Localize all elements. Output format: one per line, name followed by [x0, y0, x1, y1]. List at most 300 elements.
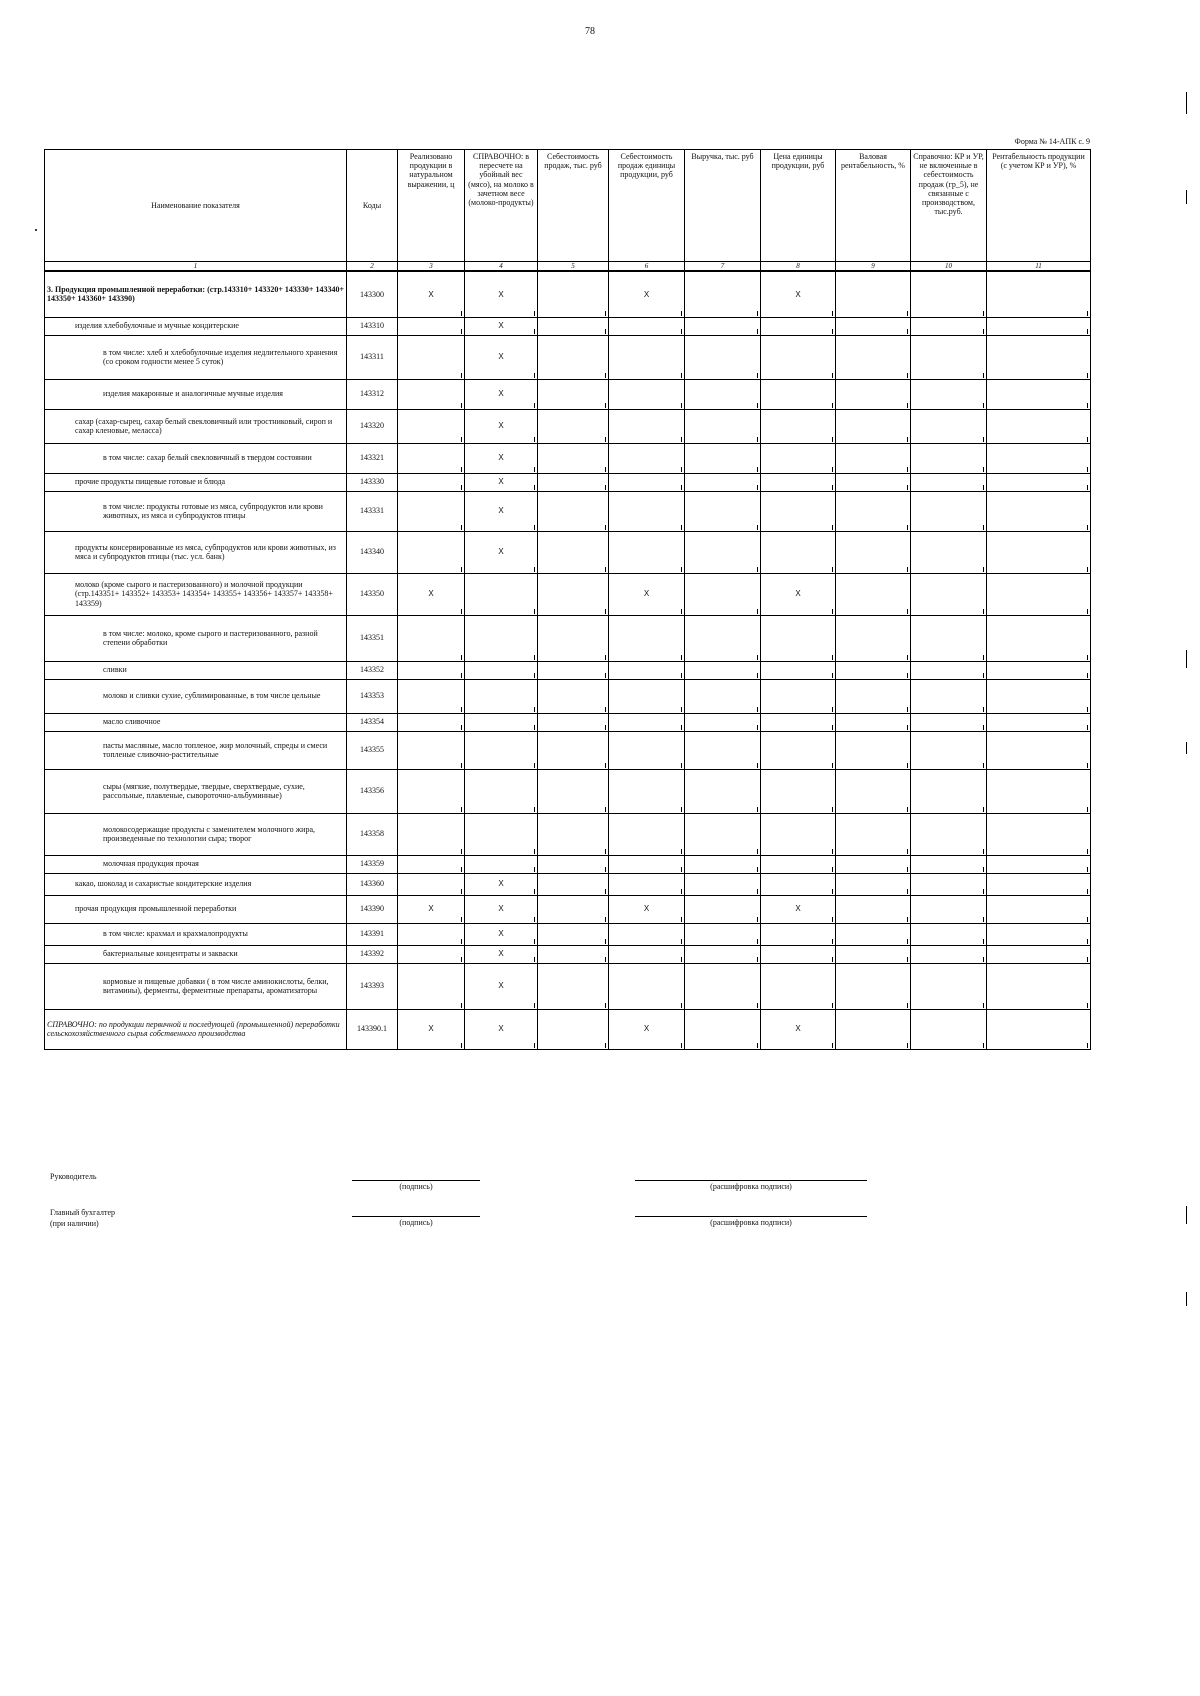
value-cell[interactable]: X: [465, 963, 538, 1009]
value-cell[interactable]: [836, 731, 911, 769]
value-cell[interactable]: [609, 409, 685, 443]
row-name: в том числе: молоко, кроме сырого и пастеризованного, разной степени обработки: [45, 615, 347, 661]
value-cell[interactable]: [761, 923, 836, 945]
row-code: 143331: [347, 491, 398, 531]
row-name: в том числе: сахар белый свекловичный в твердом состоянии: [45, 443, 347, 473]
value-cell[interactable]: [685, 409, 761, 443]
value-cell[interactable]: [761, 531, 836, 573]
value-cell[interactable]: [987, 945, 1091, 963]
value-cell[interactable]: [987, 1009, 1091, 1049]
row-name: в том числе: продукты готовые из мяса, субпродуктов или крови животных, из мяса и субпродуктов птицы: [45, 491, 347, 531]
value-cell[interactable]: [836, 945, 911, 963]
value-cell[interactable]: [761, 443, 836, 473]
value-cell[interactable]: [911, 855, 987, 873]
value-cell[interactable]: [609, 873, 685, 895]
header-name: Наименование показателя: [45, 150, 347, 262]
head-decode-line: [635, 1180, 867, 1181]
value-cell[interactable]: X: [465, 317, 538, 335]
value-cell[interactable]: [685, 873, 761, 895]
value-cell[interactable]: [685, 679, 761, 713]
value-cell[interactable]: [911, 661, 987, 679]
value-cell[interactable]: [987, 317, 1091, 335]
value-cell[interactable]: [987, 731, 1091, 769]
value-cell[interactable]: [538, 661, 609, 679]
value-cell[interactable]: [398, 379, 465, 409]
value-cell[interactable]: X: [465, 443, 538, 473]
table-row: [45, 661, 1091, 679]
value-cell[interactable]: [836, 573, 911, 615]
value-cell[interactable]: [685, 317, 761, 335]
value-cell[interactable]: [609, 923, 685, 945]
scan-margin-mark: [1186, 92, 1187, 114]
value-cell[interactable]: X: [465, 873, 538, 895]
value-cell[interactable]: [609, 379, 685, 409]
row-name: молоко и сливки сухие, сублимированные, в том числе цельные: [45, 679, 347, 713]
value-cell[interactable]: [398, 713, 465, 731]
row-code: 143360: [347, 873, 398, 895]
value-cell[interactable]: [538, 873, 609, 895]
value-cell[interactable]: [836, 963, 911, 1009]
value-cell[interactable]: [761, 769, 836, 813]
value-cell[interactable]: [685, 335, 761, 379]
value-cell[interactable]: X: [609, 895, 685, 923]
row-code: 143358: [347, 813, 398, 855]
column-number: 10: [911, 262, 987, 272]
table-row: [45, 873, 1091, 895]
value-cell[interactable]: X: [465, 473, 538, 491]
value-cell[interactable]: X: [465, 895, 538, 923]
row-name: пасты масляные, масло топленое, жир молочный, спреды и смеси топленые сливочно-растительные: [45, 731, 347, 769]
header-unit-price: Цена единицы продукции, руб: [761, 150, 836, 262]
value-cell[interactable]: [836, 873, 911, 895]
value-cell[interactable]: [685, 731, 761, 769]
row-name: бактериальные концентраты и закваски: [45, 945, 347, 963]
value-cell[interactable]: [609, 335, 685, 379]
value-cell[interactable]: [538, 271, 609, 317]
row-name: продукты консервированные из мяса, субпродуктов или крови животных, из мяса и субпродуктов птицы (тыс. усл. банк): [45, 531, 347, 573]
value-cell[interactable]: [836, 661, 911, 679]
value-cell[interactable]: [685, 713, 761, 731]
value-cell[interactable]: [761, 873, 836, 895]
value-cell[interactable]: [836, 855, 911, 873]
value-cell[interactable]: [987, 873, 1091, 895]
value-cell[interactable]: [609, 473, 685, 491]
column-number: 8: [761, 262, 836, 272]
value-cell[interactable]: [609, 317, 685, 335]
value-cell[interactable]: [609, 813, 685, 855]
table-row: [45, 473, 1091, 491]
accountant-decode-line: [635, 1216, 867, 1217]
value-cell[interactable]: X: [465, 531, 538, 573]
value-cell[interactable]: [398, 317, 465, 335]
column-number: 3: [398, 262, 465, 272]
value-cell[interactable]: [911, 271, 987, 317]
value-cell[interactable]: [911, 473, 987, 491]
value-cell[interactable]: [538, 443, 609, 473]
value-cell[interactable]: [836, 409, 911, 443]
value-cell[interactable]: [398, 661, 465, 679]
header-sold-natural: Реализовано продукции в натуральном выражении, ц: [398, 150, 465, 262]
value-cell[interactable]: [987, 679, 1091, 713]
table-row: [45, 855, 1091, 873]
table-row: [45, 731, 1091, 769]
value-cell[interactable]: [685, 945, 761, 963]
value-cell[interactable]: [911, 731, 987, 769]
value-cell[interactable]: [609, 769, 685, 813]
value-cell[interactable]: [911, 491, 987, 531]
value-cell[interactable]: [911, 923, 987, 945]
row-code: 143391: [347, 923, 398, 945]
value-cell[interactable]: [761, 713, 836, 731]
value-cell[interactable]: [911, 317, 987, 335]
row-code: 143392: [347, 945, 398, 963]
row-code: 143390: [347, 895, 398, 923]
value-cell[interactable]: [987, 491, 1091, 531]
value-cell[interactable]: [761, 491, 836, 531]
value-cell[interactable]: [911, 409, 987, 443]
value-cell[interactable]: [609, 661, 685, 679]
value-cell[interactable]: [987, 895, 1091, 923]
value-cell[interactable]: X: [761, 1009, 836, 1049]
row-name: сливки: [45, 661, 347, 679]
value-cell[interactable]: [465, 769, 538, 813]
row-code: 143356: [347, 769, 398, 813]
value-cell[interactable]: [538, 473, 609, 491]
scan-stray-dot: [35, 229, 37, 231]
value-cell[interactable]: [911, 1009, 987, 1049]
value-cell[interactable]: [685, 531, 761, 573]
row-code: 143300: [347, 271, 398, 317]
value-cell[interactable]: [836, 769, 911, 813]
value-cell[interactable]: [538, 335, 609, 379]
value-cell[interactable]: [685, 573, 761, 615]
value-cell[interactable]: [836, 895, 911, 923]
row-name: какао, шоколад и сахаристые кондитерские изделия: [45, 873, 347, 895]
value-cell[interactable]: [398, 963, 465, 1009]
value-cell[interactable]: [911, 895, 987, 923]
value-cell[interactable]: [538, 409, 609, 443]
table-row: [45, 895, 1091, 923]
value-cell[interactable]: [987, 661, 1091, 679]
value-cell[interactable]: [398, 855, 465, 873]
value-cell[interactable]: [836, 813, 911, 855]
value-cell[interactable]: [911, 769, 987, 813]
value-cell[interactable]: X: [609, 573, 685, 615]
header-profitability-with-kr-ur: Рентабельность продукции (с учетом КР и УР), %: [987, 150, 1091, 262]
value-cell[interactable]: X: [398, 1009, 465, 1049]
form-label: Форма № 14-АПК с. 9: [1014, 137, 1090, 146]
value-cell[interactable]: [911, 443, 987, 473]
header-reference-weight: СПРАВОЧНО: в пересчете на убойный вес (мясо), на молоко в зачетном весе (молоко-продукты): [465, 150, 538, 262]
value-cell[interactable]: [987, 573, 1091, 615]
value-cell[interactable]: [398, 923, 465, 945]
value-cell[interactable]: [538, 855, 609, 873]
accountant-signature-line: [352, 1216, 480, 1217]
value-cell[interactable]: X: [465, 379, 538, 409]
value-cell[interactable]: [911, 945, 987, 963]
value-cell[interactable]: [398, 615, 465, 661]
value-cell[interactable]: [398, 679, 465, 713]
value-cell[interactable]: [465, 713, 538, 731]
column-number: 9: [836, 262, 911, 272]
value-cell[interactable]: [836, 531, 911, 573]
value-cell[interactable]: [987, 963, 1091, 1009]
accountant-signature-caption: (подпись): [399, 1218, 433, 1227]
row-name: СПРАВОЧНО: по продукции первичной и последующей (промышленной) переработки сельскохозяйственного сырья собственного производства: [45, 1009, 347, 1049]
value-cell[interactable]: [987, 531, 1091, 573]
value-cell[interactable]: [911, 813, 987, 855]
value-cell[interactable]: [465, 679, 538, 713]
value-cell[interactable]: [761, 679, 836, 713]
value-cell[interactable]: [836, 473, 911, 491]
value-cell[interactable]: [761, 615, 836, 661]
row-code: 143351: [347, 615, 398, 661]
value-cell[interactable]: [609, 731, 685, 769]
value-cell[interactable]: [911, 713, 987, 731]
row-name: молокосодержащие продукты с заменителем молочного жира, произведенные по технологии сыра; творог: [45, 813, 347, 855]
value-cell[interactable]: [987, 335, 1091, 379]
value-cell[interactable]: [465, 731, 538, 769]
value-cell[interactable]: [538, 769, 609, 813]
header-cost-of-sales: Себестоимость продаж, тыс. руб: [538, 150, 609, 262]
page-number: 78: [585, 26, 595, 37]
header-revenue: Выручка, тыс. руб: [685, 150, 761, 262]
value-cell[interactable]: [911, 679, 987, 713]
value-cell[interactable]: [398, 409, 465, 443]
value-cell[interactable]: [398, 335, 465, 379]
value-cell[interactable]: [987, 713, 1091, 731]
value-cell[interactable]: [911, 379, 987, 409]
value-cell[interactable]: [911, 531, 987, 573]
row-code: 143310: [347, 317, 398, 335]
header-code: Коды: [347, 150, 398, 262]
value-cell[interactable]: [987, 615, 1091, 661]
head-signature-caption: (подпись): [399, 1182, 433, 1191]
value-cell[interactable]: [685, 963, 761, 1009]
row-name: прочие продукты пищевые готовые и блюда: [45, 473, 347, 491]
value-cell[interactable]: [911, 615, 987, 661]
column-number: 11: [987, 262, 1091, 272]
value-cell[interactable]: [538, 923, 609, 945]
value-cell[interactable]: [911, 573, 987, 615]
value-cell[interactable]: [761, 379, 836, 409]
row-name: в том числе: крахмал и крахмалопродукты: [45, 923, 347, 945]
value-cell[interactable]: [987, 855, 1091, 873]
value-cell[interactable]: X: [465, 1009, 538, 1049]
value-cell[interactable]: [538, 379, 609, 409]
value-cell[interactable]: [398, 491, 465, 531]
table-row: [45, 409, 1091, 443]
value-cell[interactable]: [685, 271, 761, 317]
value-cell[interactable]: X: [465, 945, 538, 963]
value-cell[interactable]: X: [609, 271, 685, 317]
table-row: [45, 531, 1091, 573]
row-name: прочая продукция промышленной переработки: [45, 895, 347, 923]
value-cell[interactable]: [685, 813, 761, 855]
value-cell[interactable]: X: [761, 573, 836, 615]
row-name: сыры (мягкие, полутвердые, твердые, сверхтвердые, сухие, рассольные, плавленые, сывороточно-альбуминные): [45, 769, 347, 813]
row-name: в том числе: хлеб и хлебобулочные изделия недлительного хранения (со сроком годности менее 5 суток): [45, 335, 347, 379]
value-cell[interactable]: [538, 573, 609, 615]
value-cell[interactable]: [609, 945, 685, 963]
value-cell[interactable]: [609, 491, 685, 531]
row-name: молоко (кроме сырого и пастеризованного) и молочной продукции (стр.143351+ 143352+ 143353+ 143354+ 143355+ 143356+ 143357+ 143358+ 143359): [45, 573, 347, 615]
value-cell[interactable]: [398, 813, 465, 855]
value-cell[interactable]: [836, 443, 911, 473]
value-cell[interactable]: [609, 855, 685, 873]
value-cell[interactable]: [987, 443, 1091, 473]
value-cell[interactable]: [685, 895, 761, 923]
value-cell[interactable]: [398, 945, 465, 963]
value-cell[interactable]: X: [465, 409, 538, 443]
value-cell[interactable]: [987, 379, 1091, 409]
value-cell[interactable]: [685, 443, 761, 473]
value-cell[interactable]: [836, 923, 911, 945]
value-cell[interactable]: [685, 473, 761, 491]
value-cell[interactable]: [761, 335, 836, 379]
value-cell[interactable]: [761, 963, 836, 1009]
value-cell[interactable]: [836, 679, 911, 713]
head-decode-caption: (расшифровка подписи): [710, 1182, 792, 1191]
value-cell[interactable]: [609, 679, 685, 713]
column-number: 2: [347, 262, 398, 272]
value-cell[interactable]: [398, 531, 465, 573]
row-code: 143355: [347, 731, 398, 769]
value-cell[interactable]: [987, 409, 1091, 443]
accountant-decode-caption: (расшифровка подписи): [710, 1218, 792, 1227]
table-row: [45, 923, 1091, 945]
value-cell[interactable]: [761, 473, 836, 491]
value-cell[interactable]: X: [761, 895, 836, 923]
value-cell[interactable]: [465, 661, 538, 679]
value-cell[interactable]: X: [465, 271, 538, 317]
value-cell[interactable]: [987, 813, 1091, 855]
value-cell[interactable]: X: [465, 491, 538, 531]
value-cell[interactable]: [609, 615, 685, 661]
value-cell[interactable]: [538, 731, 609, 769]
row-code: 143311: [347, 335, 398, 379]
value-cell[interactable]: [465, 615, 538, 661]
value-cell[interactable]: [761, 813, 836, 855]
value-cell[interactable]: [911, 963, 987, 1009]
value-cell[interactable]: [836, 271, 911, 317]
row-code: 143350: [347, 573, 398, 615]
value-cell[interactable]: X: [609, 1009, 685, 1049]
head-label: Руководитель: [50, 1172, 97, 1181]
value-cell[interactable]: [685, 1009, 761, 1049]
row-code: 143321: [347, 443, 398, 473]
value-cell[interactable]: [761, 409, 836, 443]
value-cell[interactable]: [538, 713, 609, 731]
value-cell[interactable]: [836, 713, 911, 731]
value-cell[interactable]: X: [398, 573, 465, 615]
value-cell[interactable]: [465, 813, 538, 855]
value-cell[interactable]: [685, 379, 761, 409]
value-cell[interactable]: [761, 661, 836, 679]
value-cell[interactable]: [538, 531, 609, 573]
value-cell[interactable]: [685, 661, 761, 679]
row-name: 3. Продукция промышленной переработки: (стр.143310+ 143320+ 143330+ 143340+ 143350+ 143360+ 143390): [45, 271, 347, 317]
row-code: 143352: [347, 661, 398, 679]
value-cell[interactable]: [538, 945, 609, 963]
column-number: 7: [685, 262, 761, 272]
value-cell[interactable]: [761, 945, 836, 963]
table-row: [45, 573, 1091, 615]
value-cell[interactable]: [836, 1009, 911, 1049]
value-cell[interactable]: [538, 491, 609, 531]
value-cell[interactable]: [836, 615, 911, 661]
row-code: 143393: [347, 963, 398, 1009]
value-cell[interactable]: [987, 923, 1091, 945]
value-cell[interactable]: [538, 963, 609, 1009]
value-cell[interactable]: [609, 963, 685, 1009]
value-cell[interactable]: [609, 531, 685, 573]
value-cell[interactable]: [987, 473, 1091, 491]
value-cell[interactable]: X: [761, 271, 836, 317]
value-cell[interactable]: X: [398, 895, 465, 923]
table-row: [45, 963, 1091, 1009]
value-cell[interactable]: [538, 1009, 609, 1049]
value-cell[interactable]: [836, 335, 911, 379]
value-cell[interactable]: [398, 769, 465, 813]
header-gross-profitability: Валовая рентабельность, %: [836, 150, 911, 262]
value-cell[interactable]: [685, 615, 761, 661]
value-cell[interactable]: [465, 573, 538, 615]
table-row: [45, 491, 1091, 531]
value-cell[interactable]: [465, 855, 538, 873]
value-cell[interactable]: [761, 731, 836, 769]
value-cell[interactable]: [538, 615, 609, 661]
value-cell[interactable]: [609, 443, 685, 473]
value-cell[interactable]: [398, 873, 465, 895]
value-cell[interactable]: [987, 769, 1091, 813]
scan-margin-mark: [1186, 190, 1187, 204]
value-cell[interactable]: [398, 473, 465, 491]
value-cell[interactable]: [538, 895, 609, 923]
value-cell[interactable]: [911, 873, 987, 895]
value-cell[interactable]: [685, 491, 761, 531]
value-cell[interactable]: [398, 731, 465, 769]
value-cell[interactable]: [609, 713, 685, 731]
table-row: [45, 443, 1091, 473]
value-cell[interactable]: [685, 855, 761, 873]
value-cell[interactable]: [911, 335, 987, 379]
value-cell[interactable]: X: [465, 923, 538, 945]
value-cell[interactable]: [761, 317, 836, 335]
value-cell[interactable]: [398, 443, 465, 473]
value-cell[interactable]: [538, 317, 609, 335]
row-name: кормовые и пищевые добавки ( в том числе аминокислоты, белки, витамины), ферменты, ферментные препараты, ароматизаторы: [45, 963, 347, 1009]
table-row: [45, 615, 1091, 661]
row-code: 143390.1: [347, 1009, 398, 1049]
value-cell[interactable]: [836, 379, 911, 409]
value-cell[interactable]: [685, 923, 761, 945]
value-cell[interactable]: [538, 813, 609, 855]
value-cell[interactable]: [685, 769, 761, 813]
value-cell[interactable]: [987, 271, 1091, 317]
value-cell[interactable]: X: [465, 335, 538, 379]
column-number: 1: [45, 262, 347, 272]
value-cell[interactable]: [538, 679, 609, 713]
value-cell[interactable]: X: [398, 271, 465, 317]
row-name: изделия хлебобулочные и мучные кондитерские: [45, 317, 347, 335]
report-body: [45, 271, 1091, 1049]
row-code: 143354: [347, 713, 398, 731]
row-code: 143340: [347, 531, 398, 573]
value-cell[interactable]: [836, 491, 911, 531]
value-cell[interactable]: [761, 855, 836, 873]
value-cell[interactable]: [836, 317, 911, 335]
